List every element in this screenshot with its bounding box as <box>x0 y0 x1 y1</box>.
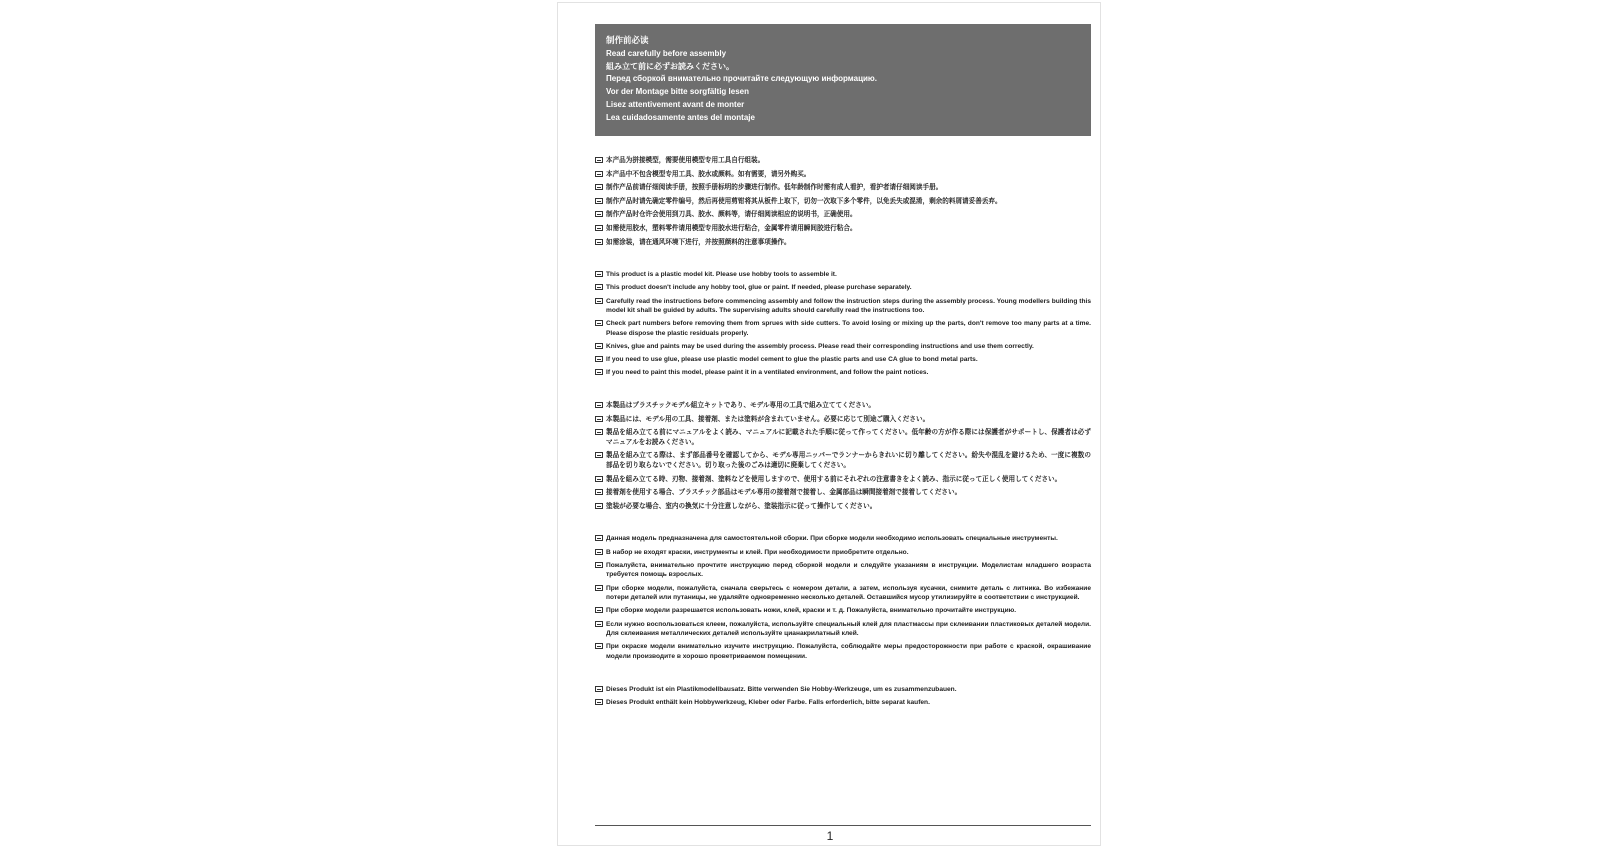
notice-icon <box>595 549 603 555</box>
section-german <box>595 685 1091 708</box>
read-before-assembly-banner <box>595 24 1091 136</box>
section-english <box>595 270 1091 378</box>
notice-item: При окраске модели внимательно изучите инструкцию. Пожалуйста, соблюдайте меры предосторожности при работе с краской, окрашивание модели производите в хорошо проветриваемом помещении. <box>595 642 1091 661</box>
instruction-page <box>557 2 1101 846</box>
notice-icon <box>595 476 603 482</box>
notice-icon <box>595 171 603 177</box>
notice-item: If you need to use glue, please use plastic model cement to glue the plastic parts and use CA glue to bond metal parts. <box>595 355 1091 365</box>
notice-item: If you need to paint this model, please paint it in a ventilated environment, and follow the paint notices. <box>595 368 1091 378</box>
footer-divider <box>595 825 1091 826</box>
notice-icon <box>595 211 603 217</box>
notice-icon <box>595 198 603 204</box>
notice-icon <box>595 643 603 649</box>
notice-item: Dieses Produkt ist ein Plastikmodellbausatz. Bitte verwenden Sie Hobby-Werkzeuge, um es zusammenzubauen. <box>595 685 1091 695</box>
header-line-ja: 組み立て前に必ずお読みください。 <box>606 61 734 71</box>
notice-item: Carefully read the instructions before commencing assembly and follow the instruction steps during the assembly process. Young modellers building this model kit shall be guided by adults. The supervising adults should carefully read the instructions too. <box>595 297 1091 316</box>
notice-item: Dieses Produkt enthält kein Hobbywerkzeug, Kleber oder Farbe. Falls erforderlich, bitte separat kaufen. <box>595 698 1091 708</box>
header-line-en: Read carefully before assembly <box>606 48 727 58</box>
section-russian <box>595 534 1091 661</box>
notice-icon <box>595 562 603 568</box>
notice-item: This product is a plastic model kit. Please use hobby tools to assemble it. <box>595 270 1091 280</box>
notice-item: 本产品中不包含模型专用工具、胶水或颜料。如有需要，请另外购买。 <box>595 170 1091 180</box>
notice-item: При сборке модели разрешается использовать ножи, клей, краски и т. д. Пожалуйста, внимательно прочитайте инструкцию. <box>595 606 1091 616</box>
notice-icon <box>595 503 603 509</box>
notice-item: 本製品には、モデル用の工具、接着剤、または塗料が含まれていません。必要に応じて別途ご購入ください。 <box>595 415 1091 425</box>
notice-item: Check part numbers before removing them from sprues with side cutters. To avoid losing or mixing up the parts, don't remove too many parts at a time. Please dispose the plastic residuals properly. <box>595 319 1091 338</box>
notice-item: Данная модель предназначена для самостоятельной сборки. При сборке модели необходимо использовать специальные инструменты. <box>595 534 1091 544</box>
header-line-fr: Lisez attentivement avant de monter <box>606 99 745 109</box>
notice-item: 如需使用胶水，塑料零件请用模型专用胶水进行粘合，金属零件请用瞬间胶进行粘合。 <box>595 224 1091 234</box>
notice-icon <box>595 369 603 375</box>
notice-icon <box>595 585 603 591</box>
header-line-de: Vor der Montage bitte sorgfältig lesen <box>606 87 749 97</box>
notice-icon <box>595 239 603 245</box>
page-number: 1 <box>826 829 834 843</box>
notice-icon <box>595 225 603 231</box>
notice-item: 本製品はプラスチックモデル組立キットであり、モデル専用の工具で組み立ててください。 <box>595 401 1091 411</box>
notice-item: Если нужно воспользоваться клеем, пожалуйста, используйте специальный клей для пластмассы при склеивании пластиковых деталей модели. Для склеивания металлических деталей используйте цианакрилатный клей. <box>595 620 1091 639</box>
notice-item: При сборке модели, пожалуйста, сначала сверьтесь с номером детали, а затем, используя кусачки, снимите деталь с литника. Во избежание потери деталей или путаницы, не удаляйте одновременно несколько деталей. Оставшийся мусор утилизируйте в соответствии с инструкцией. <box>595 584 1091 603</box>
notice-icon <box>595 271 603 277</box>
notice-item: 本产品为拼接模型，需要使用模型专用工具自行组装。 <box>595 156 1091 166</box>
notice-icon <box>595 298 603 304</box>
header-line-es: Lea cuidadosamente antes del montaje <box>606 112 755 122</box>
section-chinese <box>595 156 1091 247</box>
notice-item: 制作产品时仓许会使用到刀具、胶水、颜料等，请仔细阅读相应的说明书，正确使用。 <box>595 210 1091 220</box>
notice-icon <box>595 489 603 495</box>
notice-icon <box>595 184 603 190</box>
notice-icon <box>595 535 603 541</box>
notice-icon <box>595 686 603 692</box>
notice-item: 製品を組み立てる時、刃物、接着剤、塗料などを使用しますので、使用する前にそれぞれの注意書きをよく読み、指示に従って正しく使用してください。 <box>595 475 1091 485</box>
notice-item: 製品を組み立てる際は、まず部品番号を確認してから、モデル専用ニッパーでランナーからきれいに切り離してください。紛失や混乱を避けるため、一度に複数の部品を切り取らないでください。切り取った後のごみは適切に廃棄してください。 <box>595 451 1091 470</box>
notice-item: 制作产品前请仔细阅读手册，按照手册标明的步骤进行制作。低年龄制作时需有成人看护，看护者请仔细阅读手册。 <box>595 183 1091 193</box>
header-line-zh: 制作前必读 <box>606 35 649 45</box>
notice-icon <box>595 284 603 290</box>
notice-icon <box>595 607 603 613</box>
notice-item: Пожалуйста, внимательно прочтите инструкцию перед сборкой модели и следуйте указаниям в инструкции. Моделистам младшего возраста требуется помощь взрослых. <box>595 561 1091 580</box>
notice-item: 塗装が必要な場合、室内の換気に十分注意しながら、塗装指示に従って操作してください。 <box>595 502 1091 512</box>
header-line-ru: Перед сборкой внимательно прочитайте следующую информацию. <box>606 74 877 84</box>
notice-icon <box>595 429 603 435</box>
notice-icon <box>595 452 603 458</box>
notice-icon <box>595 416 603 422</box>
notice-icon <box>595 343 603 349</box>
notice-icon <box>595 402 603 408</box>
notice-item: This product doesn't include any hobby tool, glue or paint. If needed, please purchase separately. <box>595 283 1091 293</box>
notice-icon <box>595 356 603 362</box>
notice-icon <box>595 621 603 627</box>
notice-item: 製品を組み立てる前にマニュアルをよく読み、マニュアルに記載された手順に従って作ってください。低年齢の方が作る際には保護者がサポートし、保護者は必ずマニュアルをお読みください。 <box>595 428 1091 447</box>
notice-item: В набор не входят краски, инструменты и клей. При необходимости приобретите отдельно. <box>595 548 1091 558</box>
instruction-content <box>595 156 1091 730</box>
notice-item: 如需涂装，请在通风环境下进行，并按照颜料的注意事项操作。 <box>595 238 1091 248</box>
notice-item: 接着剤を使用する場合、プラスチック部品はモデル専用の接着剤で接着し、金属部品は瞬間接着剤で接着してください。 <box>595 488 1091 498</box>
notice-item: 制作产品时请先确定零件编号，然后再使用剪钳将其从板件上取下，切勿一次取下多个零件，以免丢失或混淆，剩余的料屑请妥善丢弃。 <box>595 197 1091 207</box>
notice-icon <box>595 320 603 326</box>
section-japanese <box>595 401 1091 511</box>
notice-icon <box>595 699 603 705</box>
notice-icon <box>595 157 603 163</box>
notice-item: Knives, glue and paints may be used during the assembly process. Please read their corresponding instructions and use them correctly. <box>595 342 1091 352</box>
